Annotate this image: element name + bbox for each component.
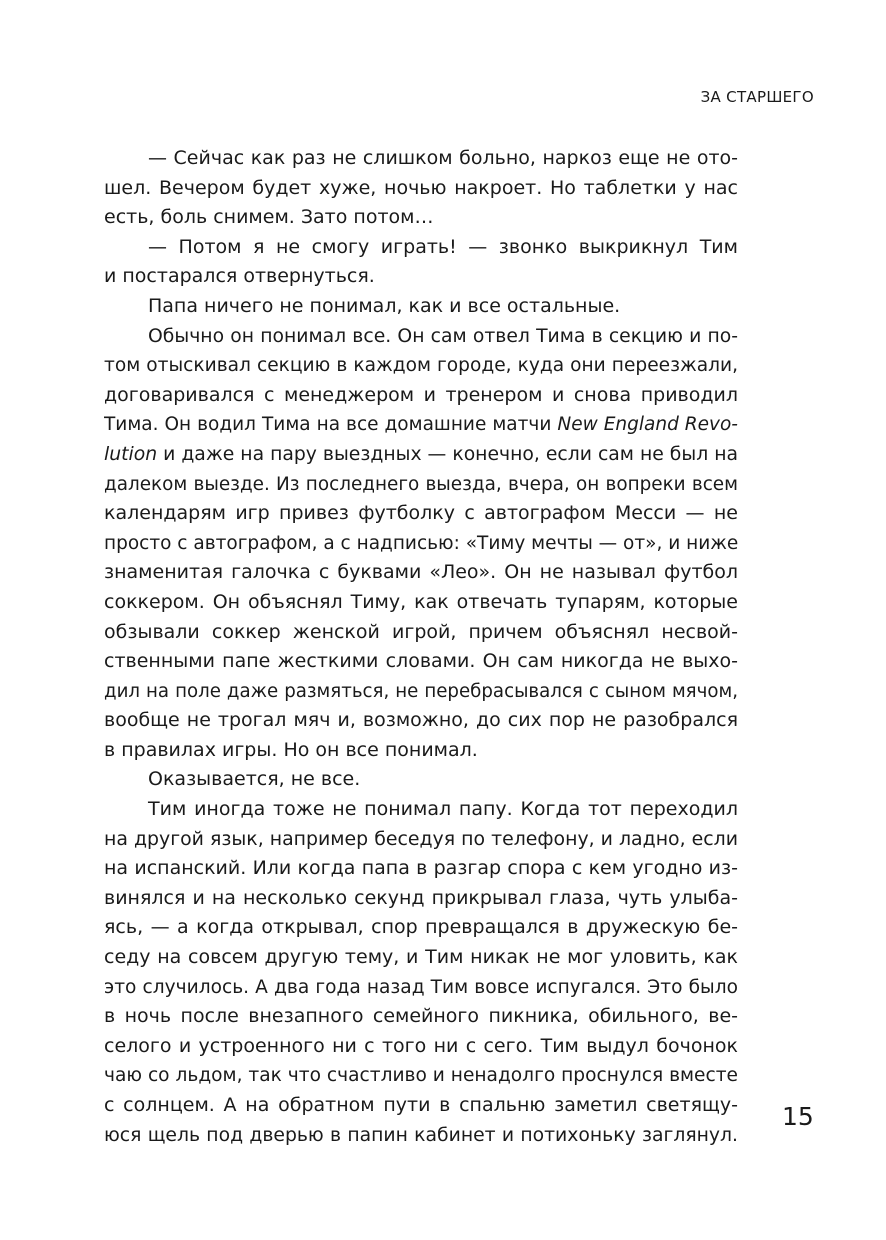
text-line: знаменитая галочка с буквами «Лео». Он не называл футбол bbox=[104, 561, 738, 584]
text-line: и постарался отвернуться. bbox=[104, 265, 375, 288]
text-line: просто с автографом, а с надписью: «Тиму мечты — от», и ниже bbox=[104, 532, 738, 554]
text-line: ясь, — а когда открывал, спор превращался в дружескую бе- bbox=[104, 916, 738, 939]
text-run: Тима. Он водил Тима на все домашние матчи bbox=[104, 414, 558, 436]
italic-text-run: New England Revo- bbox=[557, 414, 738, 436]
text-line: на другой язык, например беседуя по телефону, и ладно, если bbox=[104, 827, 738, 850]
italic-text-run: lution bbox=[104, 443, 158, 465]
text-line: в правилах игры. Но он все понимал. bbox=[104, 738, 478, 761]
text-line: на испанский. Или когда папа в разгар спора с кем угодно из- bbox=[104, 857, 738, 880]
text-line: ственными папе жесткими словами. Он сам никогда не выхо- bbox=[104, 650, 738, 673]
text-line: — Потом я не смогу играть! — звонко выкрикнул Тим bbox=[148, 235, 738, 258]
text-line: в ночь после внезапного семейного пикника, обильного, ве- bbox=[104, 1005, 738, 1028]
text-line: далеком выезде. Из последнего выезда, вчера, он вопреки всем bbox=[104, 473, 738, 495]
text-line: дил на поле даже размяться, не перебрасывался с сыном мячом, bbox=[104, 680, 738, 702]
text-run: и даже на пару выездных — конечно, если сам не был на bbox=[157, 443, 738, 465]
text-line bbox=[104, 410, 738, 440]
text-line: Оказывается, не все. bbox=[148, 768, 361, 791]
text-line: юся щель под дверью в папин кабинет и потихоньку заглянул. bbox=[104, 1124, 738, 1146]
text-line: чаю со льдом, так что счастливо и ненадолго проснулся вместе bbox=[104, 1065, 738, 1087]
text-line: календарям игр привез футболку с автографом Месси — не bbox=[104, 502, 738, 525]
text-line bbox=[104, 440, 738, 470]
text-line: селого и устроенного ни с того ни с сего. Тим выдул бочонок bbox=[104, 1034, 738, 1057]
text-line: шел. Вечером будет хуже, ночью накроет. Но таблетки у нас bbox=[104, 176, 738, 199]
text-line: договаривался с менеджером и тренером и снова приводил bbox=[104, 383, 738, 406]
text-line: есть, боль снимем. Зато потом… bbox=[104, 206, 434, 229]
text-line: это случилось. А два года назад Тим вовсе испугался. Это было bbox=[104, 976, 738, 998]
text-line: вообще не трогал мяч и, возможно, до сих пор не разобрался bbox=[104, 709, 738, 732]
text-line: том отыскивал секцию в каждом городе, куда они переезжали, bbox=[104, 355, 738, 377]
page-number: 15 bbox=[782, 1102, 814, 1131]
text-line: — Сейчас как раз не слишком больно, наркоз еще не ото- bbox=[148, 147, 738, 169]
running-header: ЗА СТАРШЕГО bbox=[700, 88, 814, 106]
text-line: обзывали соккер женской игрой, причем объяснял несвой- bbox=[104, 620, 738, 643]
text-line: Тим иногда тоже не понимал папу. Когда тот переходил bbox=[148, 798, 738, 821]
text-line: Папа ничего не понимал, как и все остальные. bbox=[148, 294, 621, 317]
body-text bbox=[104, 144, 738, 1150]
text-line: с солнцем. А на обратном пути в спальню заметил светящу- bbox=[104, 1094, 738, 1116]
text-line: соккером. Он объяснял Тиму, как отвечать тупарям, которые bbox=[104, 590, 738, 613]
text-line: винялся и на несколько секунд прикрывал глаза, чуть улыба- bbox=[104, 886, 738, 909]
text-line: Обычно он понимал все. Он сам отвел Тима в секцию и по- bbox=[148, 325, 738, 347]
text-line: седу на совсем другую тему, и Тим никак не мог уловить, как bbox=[104, 946, 738, 969]
